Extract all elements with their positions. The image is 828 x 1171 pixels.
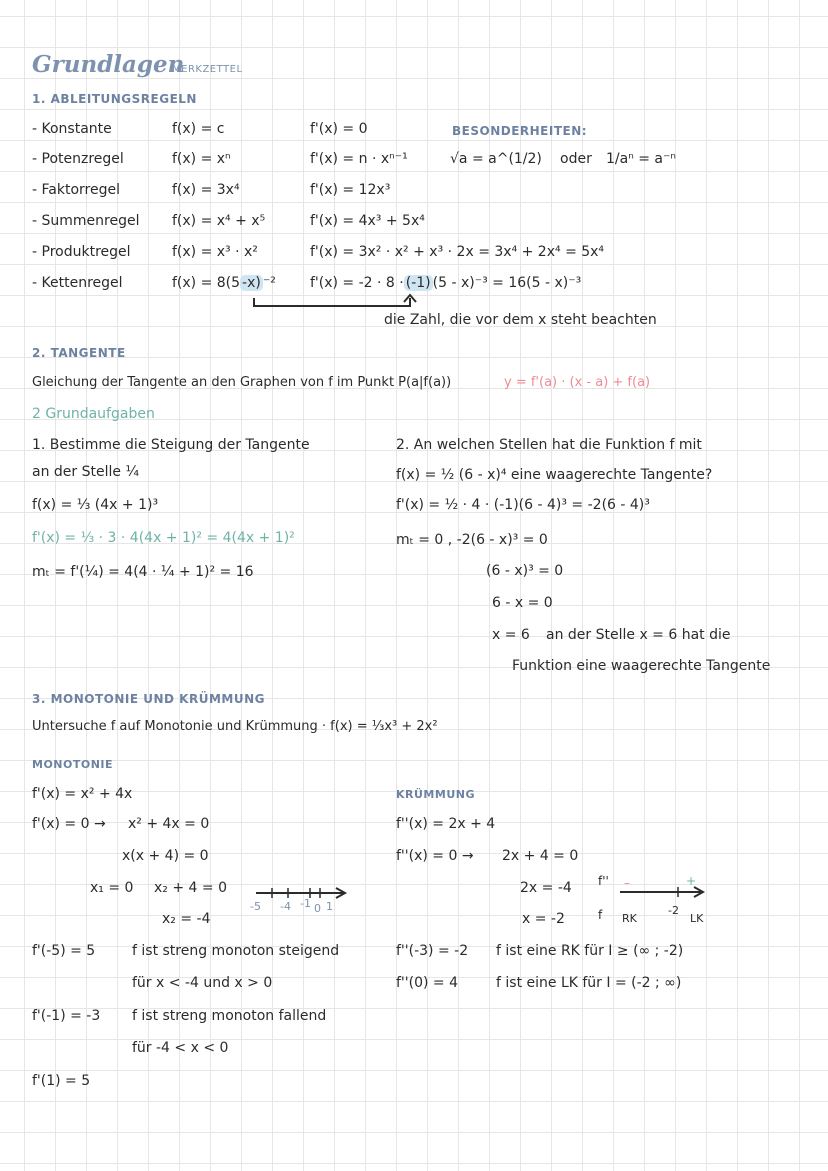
mono-line: x₁ = 0 bbox=[90, 880, 134, 896]
chain-rule-note: die Zahl, die vor dem x steht beachten bbox=[384, 312, 657, 328]
task2-line: x = 6 bbox=[492, 627, 530, 643]
task2-line: f'(x) = ½ · 4 · (-1)(6 - 4)³ = -2(6 - 4)³ bbox=[396, 497, 650, 513]
chain-part: f(x) = 8(5 bbox=[172, 275, 241, 291]
task1-line: 1. Bestimme die Steigung der Tangente bbox=[32, 437, 310, 453]
task3-intro: Untersuche f auf Monotonie und Krümmung · f(x) = ⅓x³ + 2x² bbox=[32, 719, 438, 734]
kr-line: f''(x) = 2x + 4 bbox=[396, 816, 496, 832]
mono-line: f'(-1) = -3 bbox=[32, 1008, 101, 1024]
mono-line: f ist streng monoton fallend bbox=[132, 1008, 327, 1024]
tangent-equation-text: Gleichung der Tangente an den Graphen von f im Punkt P(a|f(a)) bbox=[32, 375, 452, 390]
tangent-equation-formula: y = f'(a) · (x - a) + f(a) bbox=[504, 375, 651, 390]
kr-line: f ist eine LK für I = (-2 ; ∞) bbox=[496, 975, 682, 991]
task2-line: Funktion eine waagerechte Tangente bbox=[512, 658, 771, 674]
axis-f-label: f bbox=[598, 908, 603, 922]
task2-line: (6 - x)³ = 0 bbox=[486, 563, 564, 579]
chain-exponent: ⁻² bbox=[262, 275, 276, 291]
kr-line: f ist eine RK für I ≥ (∞ ; -2) bbox=[496, 943, 684, 959]
task2-line: f(x) = ½ (6 - x)⁴ eine waagerechte Tangente? bbox=[396, 467, 713, 483]
axis-tick-label: -1 bbox=[300, 897, 311, 910]
rule-name: - Konstante bbox=[32, 121, 112, 137]
rule-function: f(x) = 3x⁴ bbox=[172, 182, 240, 198]
rule-function: f(x) = x⁴ + x⁵ bbox=[172, 213, 266, 229]
section-title-derivative-rules: 1. ABLEITUNGSREGELN bbox=[32, 92, 197, 106]
axis-tick-label: 1 bbox=[326, 900, 333, 913]
mono-line: für x < -4 und x > 0 bbox=[132, 975, 273, 991]
monotony-title: MONOTONIE bbox=[32, 758, 114, 771]
rule-derivative: f'(x) = 12x³ bbox=[310, 182, 391, 198]
rule-name: - Faktorregel bbox=[32, 182, 120, 198]
task2-line: an der Stelle x = 6 hat die bbox=[546, 627, 731, 643]
special-power: 1/aⁿ = a⁻ⁿ bbox=[606, 151, 676, 167]
axis-lk-label: LK bbox=[690, 912, 704, 925]
chain-rest: (5 - x)⁻³ = 16(5 - x)⁻³ bbox=[432, 275, 582, 291]
rule-derivative: f'(x) = 0 bbox=[310, 121, 368, 137]
special-title: BESONDERHEITEN: bbox=[452, 124, 588, 138]
kr-line: f''(x) = 0 → bbox=[396, 848, 474, 864]
special-root: √a = a^(1/2) bbox=[450, 151, 542, 167]
kr-line: 2x = -4 bbox=[520, 880, 572, 896]
mono-line: f'(x) = x² + 4x bbox=[32, 786, 133, 802]
curvature-title: KRÜMMUNG bbox=[396, 788, 475, 801]
axis-minus-sign: – bbox=[624, 876, 630, 890]
task1-line: f'(x) = ⅓ · 3 · 4(4x + 1)² = 4(4x + 1)² bbox=[32, 530, 295, 546]
curvature-number-line bbox=[0, 0, 1, 1]
kr-line: f''(0) = 4 bbox=[396, 975, 458, 991]
mono-line: x² + 4x = 0 bbox=[128, 816, 210, 832]
mono-line: f'(-5) = 5 bbox=[32, 943, 96, 959]
axis-tick-label: 0 bbox=[314, 902, 321, 915]
rule-function: f(x) = x³ · x² bbox=[172, 244, 258, 260]
chain-rule-derivative bbox=[310, 274, 581, 292]
special-or: oder bbox=[560, 151, 592, 167]
rule-derivative: f'(x) = 3x² · x² + x³ · 2x = 3x⁴ + 2x⁴ = 5x⁴ bbox=[310, 244, 605, 260]
mono-line: x₂ = -4 bbox=[162, 911, 211, 927]
section-title-monotony: 3. MONOTONIE UND KRÜMMUNG bbox=[32, 692, 265, 706]
rule-derivative: f'(x) = 4x³ + 5x⁴ bbox=[310, 213, 425, 229]
task1-line: an der Stelle ¼ bbox=[32, 464, 140, 480]
task2-line: 2. An welchen Stellen hat die Funktion f mit bbox=[396, 437, 702, 453]
task2-line: 6 - x = 0 bbox=[492, 595, 553, 611]
kr-line: 2x + 4 = 0 bbox=[502, 848, 579, 864]
page-title: Grundlagen bbox=[32, 51, 185, 78]
tasks-title: 2 Grundaufgaben bbox=[32, 406, 155, 422]
mono-line: für -4 < x < 0 bbox=[132, 1040, 229, 1056]
rule-derivative: f'(x) = n · xⁿ⁻¹ bbox=[310, 151, 408, 167]
task1-line: mₜ = f'(¼) = 4(4 · ¼ + 1)² = 16 bbox=[32, 564, 254, 580]
mono-line: f'(x) = 0 → bbox=[32, 816, 106, 832]
section-title-tangent: 2. TANGENTE bbox=[32, 346, 126, 360]
axis-tick-label: -4 bbox=[280, 900, 291, 913]
axis-tick-label: -5 bbox=[250, 900, 261, 913]
rule-function: f(x) = c bbox=[172, 121, 225, 137]
mono-line: f'(1) = 5 bbox=[32, 1073, 91, 1089]
kr-line: f''(-3) = -2 bbox=[396, 943, 469, 959]
rule-name: - Produktregel bbox=[32, 244, 131, 260]
axis-rk-label: RK bbox=[622, 912, 637, 925]
task2-line: mₜ = 0 , -2(6 - x)³ = 0 bbox=[396, 532, 548, 548]
chain-rule-function bbox=[172, 274, 276, 292]
page-subtitle: MERKZETTEL bbox=[172, 64, 243, 75]
task1-line: f(x) = ⅓ (4x + 1)³ bbox=[32, 497, 159, 513]
mono-line: x₂ + 4 = 0 bbox=[154, 880, 227, 896]
mono-line: x(x + 4) = 0 bbox=[122, 848, 209, 864]
axis-tick-label: -2 bbox=[668, 904, 679, 917]
axis-fpp-label: f'' bbox=[598, 874, 609, 888]
rule-function: f(x) = xⁿ bbox=[172, 151, 231, 167]
rule-name: - Summenregel bbox=[32, 213, 140, 229]
inner-derivative-highlight: (-1) bbox=[405, 275, 431, 291]
mono-line: f ist streng monoton steigend bbox=[132, 943, 340, 959]
rule-name: - Kettenregel bbox=[32, 275, 123, 291]
inner-function-highlight: -x) bbox=[242, 275, 261, 291]
axis-plus-sign: + bbox=[686, 874, 697, 888]
chain-part: f'(x) = -2 · 8 · bbox=[310, 275, 404, 291]
kr-line: x = -2 bbox=[522, 911, 565, 927]
rule-name: - Potenzregel bbox=[32, 151, 124, 167]
